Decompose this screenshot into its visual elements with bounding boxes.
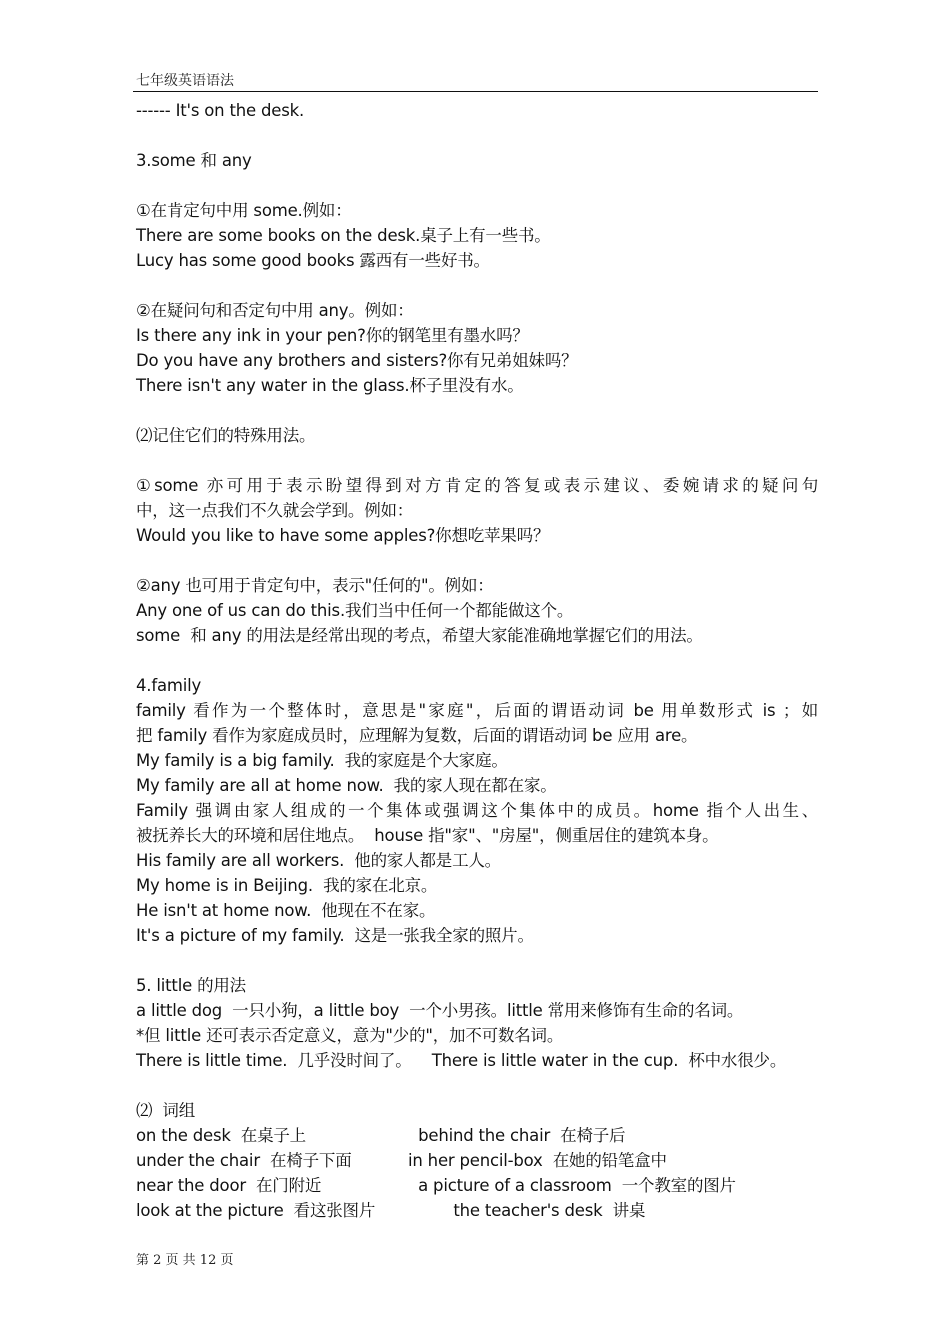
- phrase-right: a picture of a classroom 一个教室的图片: [408, 1176, 736, 1195]
- text-line: some 和 any 的用法是经常出现的考点，希望大家能准确地掌握它们的用法。: [136, 626, 703, 645]
- blank-line: [136, 1073, 818, 1098]
- text-line: ⑵记住它们的特殊用法。: [136, 426, 316, 445]
- text-line: a little dog 一只小狗，a little boy 一个小男孩。little 常用来修饰有生命的名词。: [136, 1001, 744, 1020]
- text-line: Do you have any brothers and sisters?你有兄弟姐妹吗？: [136, 351, 578, 370]
- phrase-left: near the door 在门附近: [136, 1176, 322, 1195]
- text-line: Family 强调由家人组成的一个集体或强调这个集体中的成员。home 指个人出生、: [136, 801, 818, 820]
- text-line: His family are all workers. 他的家人都是工人。: [136, 851, 501, 870]
- text-line: There are some books on the desk.桌子上有一些书。: [136, 226, 551, 245]
- text-line: ①some 亦可用于表示盼望得到对方肯定的答复或表示建议、委婉请求的疑问句: [136, 476, 818, 495]
- text-line: family 看作为一个整体时，意思是"家庭"，后面的谓语动词 be 用单数形式 is ；如: [136, 701, 818, 720]
- blank-line: [136, 548, 818, 573]
- page-number-footer: 第 2 页 共 12 页: [136, 1253, 234, 1268]
- text-line: Any one of us can do this.我们当中任何一个都能做这个。: [136, 601, 574, 620]
- text-line: *但 little 还可表示否定意义，意为"少的"，加不可数名词。: [136, 1026, 564, 1045]
- text-line: 中，这一点我们不久就会学到。例如：: [136, 501, 414, 520]
- text-line: Lucy has some good books 露西有一些好书。: [136, 251, 490, 270]
- phrase-left: look at the picture 看这张图片: [136, 1201, 376, 1220]
- text-line: 被抚养长大的环境和居住地点。 house 指"家"、"房屋"，侧重居住的建筑本身。: [136, 826, 719, 845]
- text-line: Is there any ink in your pen?你的钢笔里有墨水吗？: [136, 326, 529, 345]
- text-line: Would you like to have some apples?你想吃苹果吗？: [136, 526, 550, 545]
- section-heading-some-any: 3.some 和 any: [136, 151, 252, 170]
- text-line: My family are all at home now. 我的家人现在都在家。: [136, 776, 557, 795]
- text-line: ------ It's on the desk.: [136, 101, 305, 120]
- document-body: [136, 98, 818, 1223]
- text-line: 把 family 看作为家庭成员时，应理解为复数，后面的谓语动词 be 应用 are。: [136, 726, 698, 745]
- phrase-row: [136, 1198, 818, 1223]
- text-line: ②在疑问句和否定句中用 any。例如：: [136, 301, 414, 320]
- section-heading-phrases: ⑵ 词组: [136, 1101, 195, 1120]
- blank-line: [136, 648, 818, 673]
- running-header: 七年级英语语法: [136, 73, 234, 89]
- header-rule: [133, 91, 818, 92]
- text-line: He isn't at home now. 他现在不在家。: [136, 901, 436, 920]
- text-line: It's a picture of my family. 这是一张我全家的照片。: [136, 926, 534, 945]
- blank-line: [136, 123, 818, 148]
- text-line: ①在肯定句中用 some.例如：: [136, 201, 352, 220]
- blank-line: [136, 448, 818, 473]
- blank-line: [136, 173, 818, 198]
- blank-line: [136, 273, 818, 298]
- section-heading-family: 4.family: [136, 676, 202, 695]
- blank-line: [136, 398, 818, 423]
- phrase-right: the teacher's desk 讲桌: [408, 1201, 646, 1220]
- phrase-right: in her pencil-box 在她的铅笔盒中: [408, 1151, 667, 1170]
- phrase-row: [136, 1173, 818, 1198]
- phrase-left: under the chair 在椅子下面: [136, 1151, 352, 1170]
- blank-line: [136, 948, 818, 973]
- section-heading-little: 5. little 的用法: [136, 976, 246, 995]
- phrase-right: behind the chair 在椅子后: [408, 1126, 626, 1145]
- text-line: My home is in Beijing. 我的家在北京。: [136, 876, 438, 895]
- phrase-left: on the desk 在桌子上: [136, 1126, 306, 1145]
- phrase-row: [136, 1148, 818, 1173]
- text-line: There isn't any water in the glass.杯子里没有水。: [136, 376, 524, 395]
- text-line: My family is a big family. 我的家庭是个大家庭。: [136, 751, 508, 770]
- text-line: There is little time. 几乎没时间了。 There is little water in the cup. 杯中水很少。: [136, 1051, 787, 1070]
- text-line: ②any 也可用于肯定句中，表示"任何的"。例如：: [136, 576, 494, 595]
- phrase-row: [136, 1123, 818, 1148]
